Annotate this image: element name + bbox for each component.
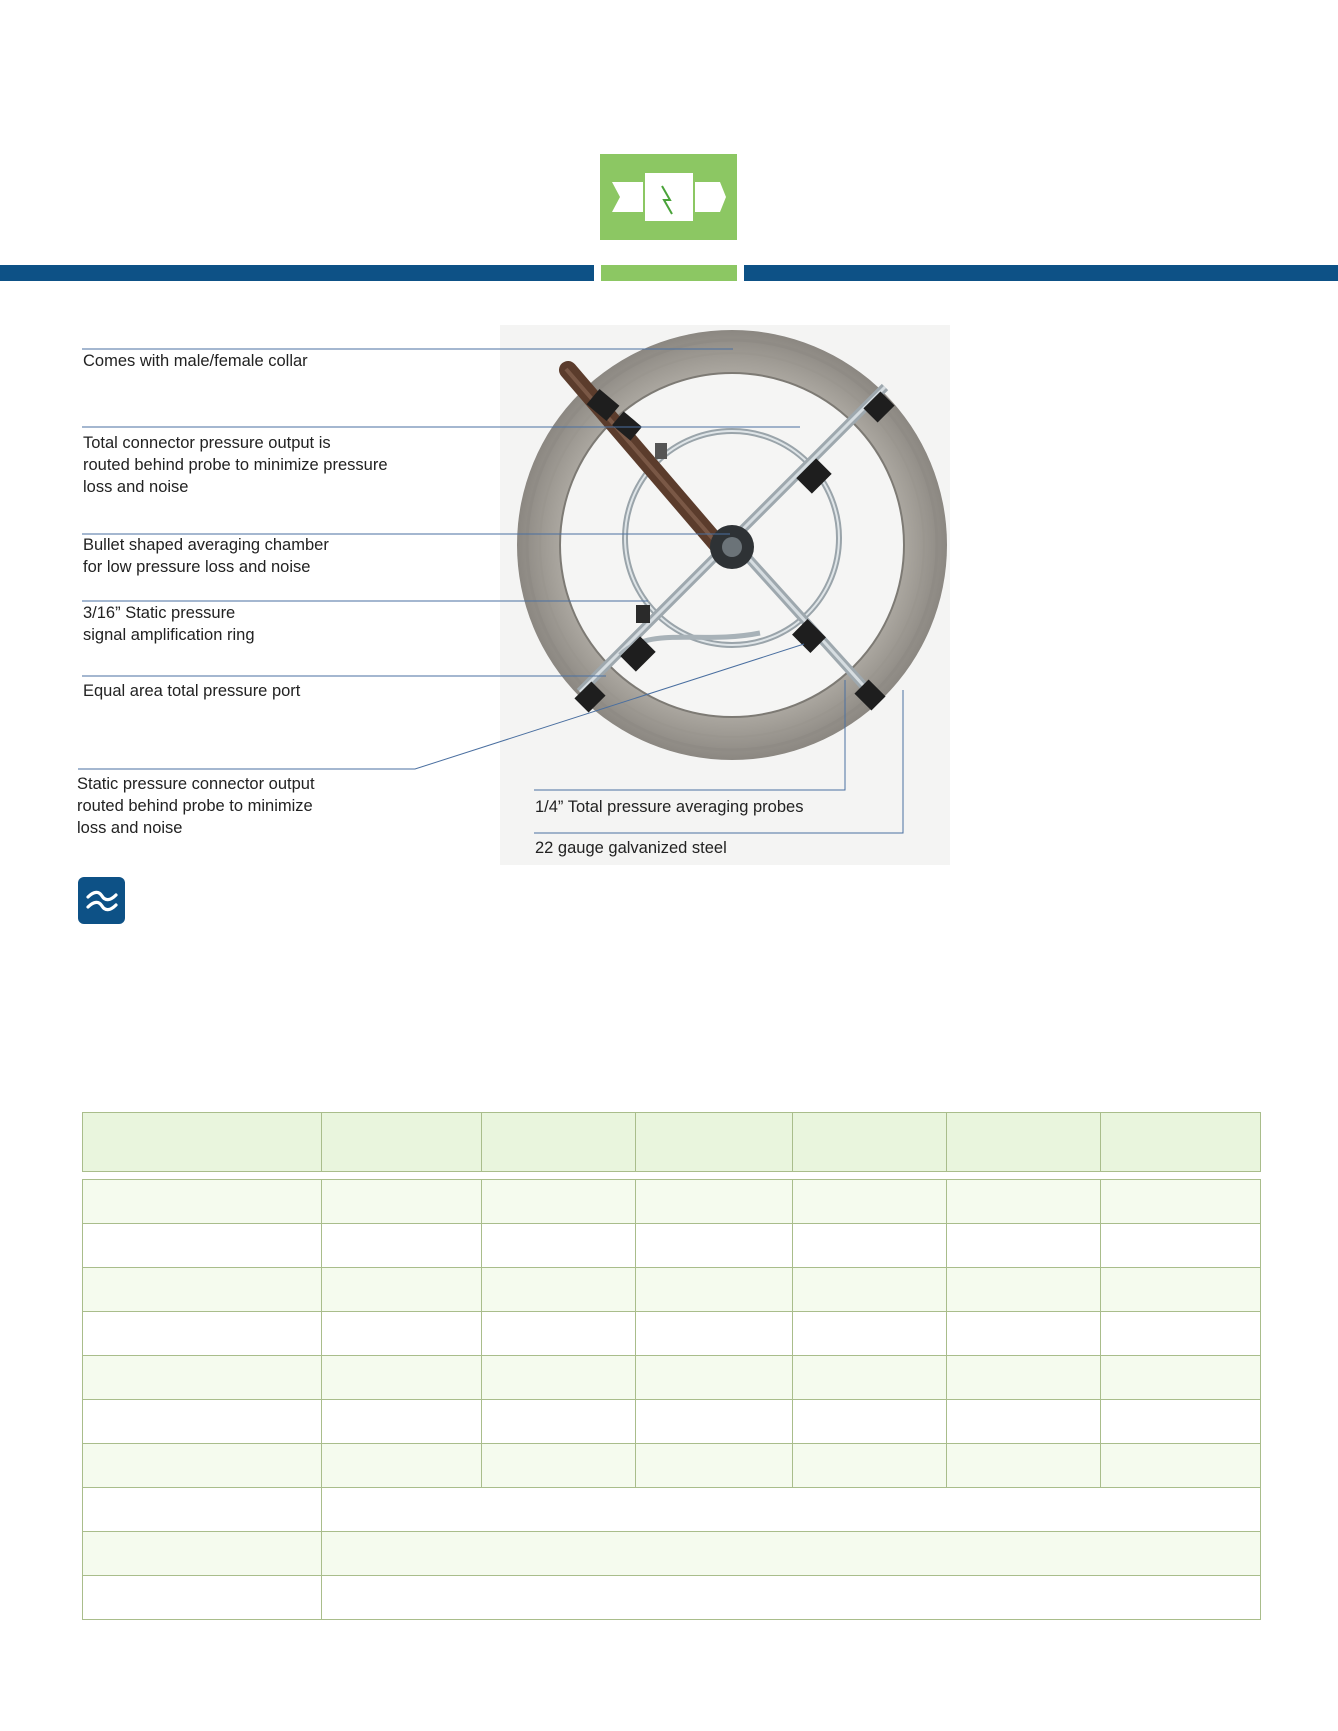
header-band-left: [0, 265, 594, 281]
table-header-cell: [947, 1113, 1101, 1172]
callout-averaging-probes: 1/4” Total pressure averaging probes: [535, 798, 804, 816]
wave-icon: [78, 877, 125, 924]
callout-total-connector: [83, 432, 388, 498]
callout-total-pressure-port: Equal area total pressure port: [83, 682, 301, 700]
table-header-cell: [482, 1113, 636, 1172]
table-spacer: [83, 1172, 1261, 1180]
callout-line: for low pressure loss and noise: [83, 558, 311, 576]
table-header-cell: [322, 1113, 482, 1172]
callout-line: loss and noise: [77, 819, 183, 837]
callout-line: Total connector pressure output is: [83, 434, 331, 452]
callout-line: routed behind probe to minimize pressure: [83, 456, 388, 474]
table-header-row: [83, 1113, 1261, 1172]
table-row: [83, 1576, 1261, 1620]
table-row: [83, 1444, 1261, 1488]
table-row: [83, 1224, 1261, 1268]
table-header-cell: [83, 1113, 322, 1172]
table-row: [83, 1268, 1261, 1312]
callout-line: signal amplification ring: [83, 626, 255, 644]
flow-station-logo-icon: [600, 154, 737, 240]
callout-line: 3/16” Static pressure: [83, 604, 236, 622]
table-row: [83, 1532, 1261, 1576]
header-band-center: [601, 265, 737, 281]
callout-line: Static pressure connector output: [77, 775, 315, 793]
callout-static-connector: [77, 773, 315, 839]
callout-line: Bullet shaped averaging chamber: [83, 536, 329, 554]
table-header-cell: [1101, 1113, 1261, 1172]
callout-line: routed behind probe to minimize: [77, 797, 313, 815]
callout-collar: Comes with male/female collar: [83, 352, 308, 370]
callout-static-ring: [83, 602, 255, 646]
product-photo: [500, 325, 950, 865]
callout-line: loss and noise: [83, 478, 189, 496]
table-row: [83, 1180, 1261, 1224]
table-row: [83, 1312, 1261, 1356]
table-header-cell: [793, 1113, 947, 1172]
table-row: [83, 1400, 1261, 1444]
spec-table: [82, 1112, 1261, 1620]
callout-galvanized-steel: 22 gauge galvanized steel: [535, 839, 727, 857]
table-row: [83, 1356, 1261, 1400]
callout-bullet-chamber: [83, 534, 329, 578]
header-band-right: [744, 265, 1338, 281]
table-row: [83, 1488, 1261, 1532]
table-header-cell: [636, 1113, 793, 1172]
